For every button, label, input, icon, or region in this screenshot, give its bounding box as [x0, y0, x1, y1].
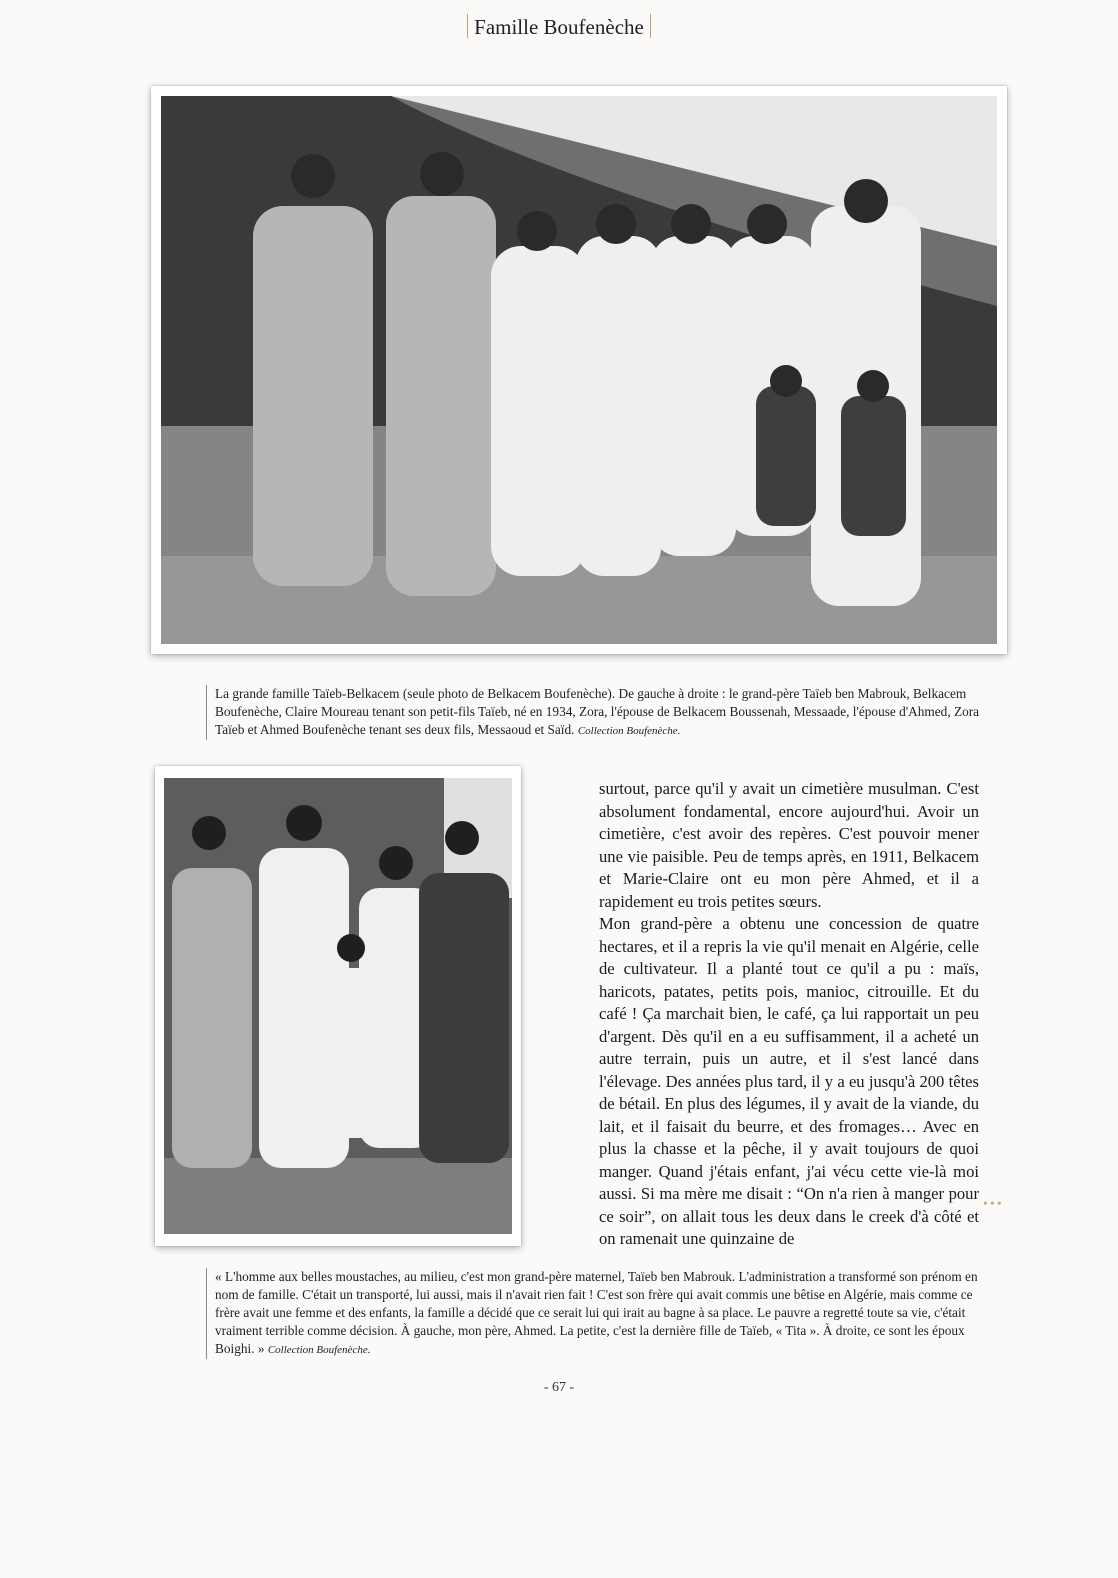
group-photo-credit: Collection Boufenèche. [267, 1344, 371, 1356]
body-paragraph-1: surtout, parce qu'il y avait un cimetière musulman. C'est absolument fondamental, encore aujourd'hui. Avoir un cimetière, c'est avoir des repères. C'est pouvoir mener une vie paisible. Peu de temps après, en 1911, Belkacem et Marie-Claire ont eu mon père Ahmed, et il a rapidement eu trois petites sœurs. [599, 779, 979, 911]
family-photo-caption-text: La grande famille Taïeb-Belkacem (seule photo de Belkacem Boufenèche). De gauche à droite : le grand-père Taïeb ben Mabrouk, Belkacem Boufenèche, Claire Moureau tenant son petit-fils Taïeb, né en 1934, Zora, l'épouse de Belkacem Boussenah, Messaade, l'épouse d'Ahmed, Zora Taïeb et Ahmed Boufenèche tenant ses deux fils, Messaoud et Saïd. [215, 686, 980, 737]
group-photo-caption [206, 1268, 985, 1359]
body-paragraph-2: Mon grand-père a obtenu une concession de quatre hectares, et il a repris la vie qu'il menait en Algérie, celle de cultivateur. Il a planté tout ce qu'il a pu : maïs, haricots, patates, petits pois, manioc, citrouille. Et du café ! Ça marchait bien, le café, ça lui rapportait un peu d'argent. Dès qu'il en a eu suffisamment, il a acheté un autre terrain, puis un autre, et il s'est lancé dans l'élevage. Des années plus tard, il y a eu jusqu'à 200 têtes de bétail. En plus des légumes, il y avait de la viande, du lait, et il faisait du beurre, et des fromages… Avec en plus la chasse et la pêche, il y avait toujours de quoi manger. Quand j'étais enfant, j'ai vécu cette vie-là moi aussi. Si ma mère me disait : “On n'a rien à manger pour ce soir”, on allait tous les deux dans le creek d'à côté et on ramenait une quinzaine de [599, 914, 979, 1248]
family-photo-frame [151, 86, 1007, 654]
header-rule-left [467, 14, 469, 38]
continuation-mark: ••• [983, 1197, 1004, 1212]
family-photo-credit: Collection Boufenèche. [577, 725, 681, 737]
group-photo [164, 778, 512, 1234]
group-photo-caption-text: « L'homme aux belles moustaches, au milieu, c'est mon grand-père maternel, Taïeb ben Mabrouk. L'administration a transformé son prénom en nom de famille. C'était un transporté, lui aussi, mais il n'avait rien fait ! C'est son frère qui avait commis une bêtise en Algérie, mais comme ce frère avait une femme et des enfants, la famille a décidé que ce serait lui qui irait au bagne à sa place. Le pauvre a regretté toute sa vie, c'était vraiment terrible comme décision. À gauche, mon père, Ahmed. La petite, c'est la dernière fille de Taïeb, « Tita ». À droite, ce sont les époux Boighi. » [215, 1269, 978, 1356]
family-photo [161, 96, 997, 644]
body-text [599, 778, 979, 1251]
running-head [0, 14, 1118, 40]
family-photo-caption [206, 685, 985, 740]
group-photo-frame [155, 766, 521, 1246]
page-number: - 67 - [543, 1380, 575, 1395]
running-title: Famille Boufenèche [474, 15, 644, 39]
header-rule-right [650, 14, 652, 38]
